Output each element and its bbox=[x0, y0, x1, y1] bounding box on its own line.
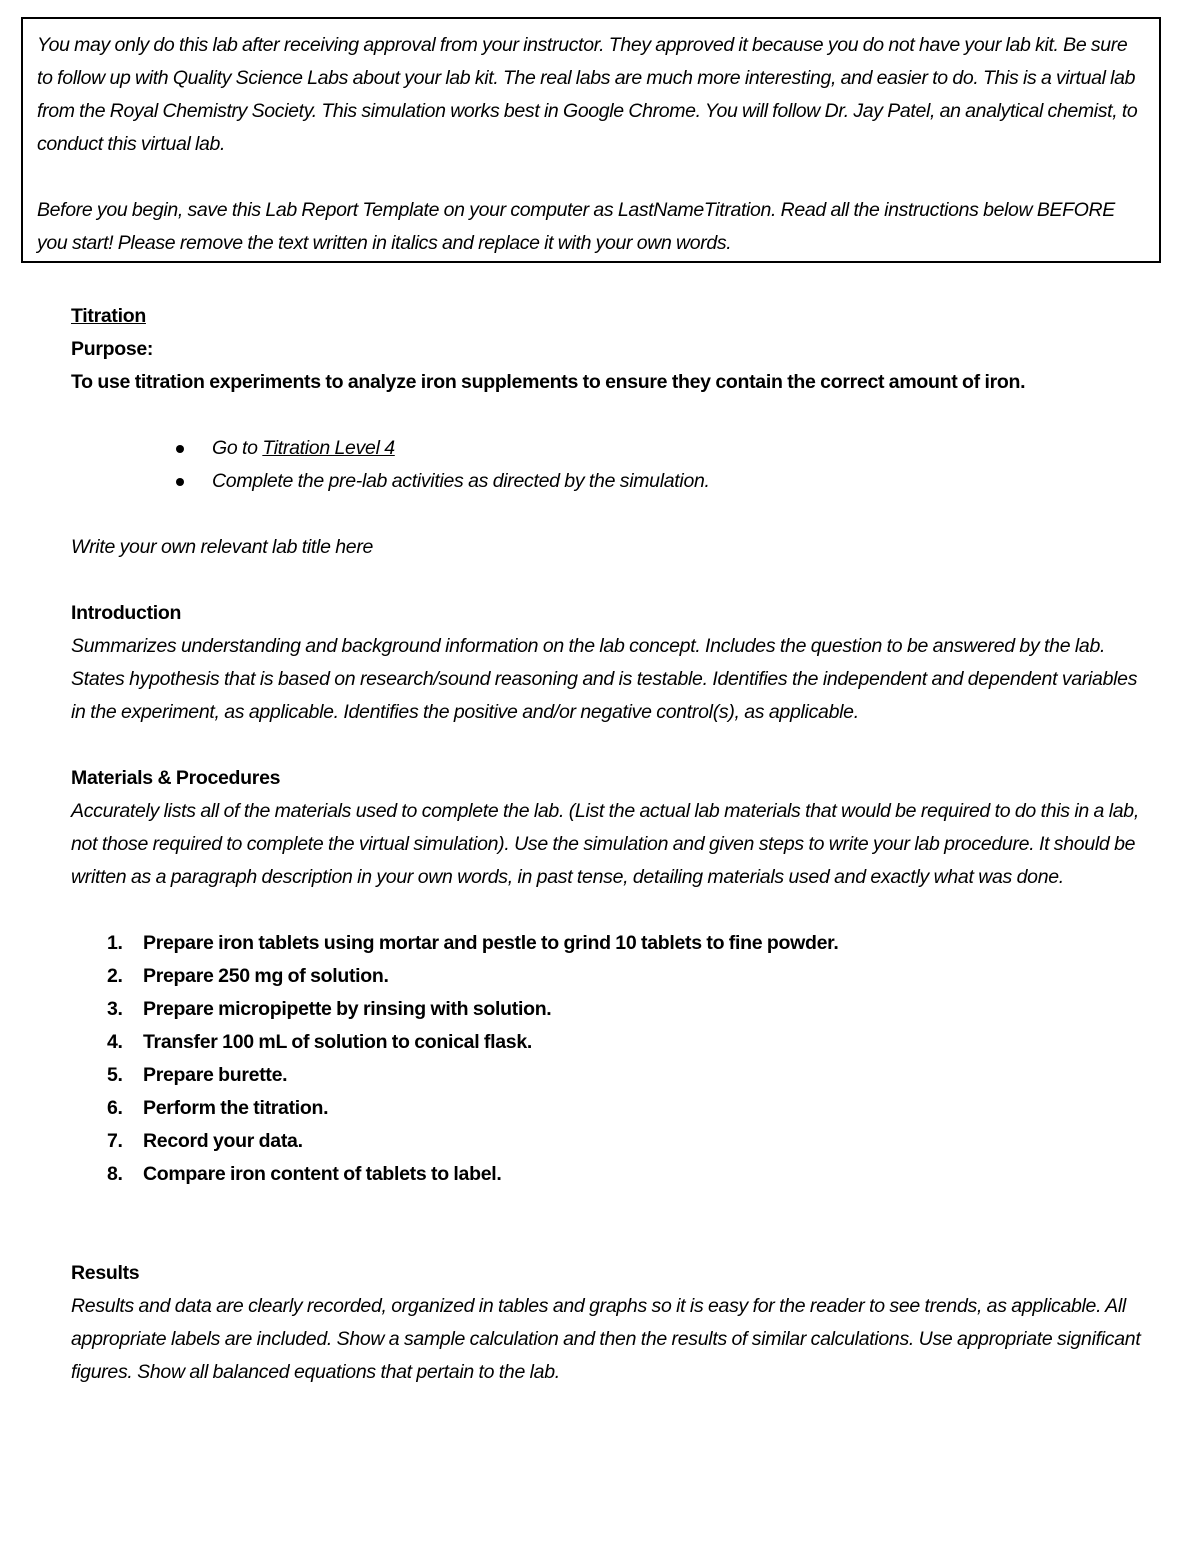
introduction-heading: Introduction bbox=[71, 602, 182, 624]
step-text: Perform the titration. bbox=[143, 1097, 329, 1119]
procedure-step bbox=[71, 1125, 1151, 1158]
instructions-notice-box bbox=[21, 17, 1161, 263]
introduction-text: Summarizes understanding and background information on the lab concept. Includes the question to be answered by the lab. States hypothesis that is based on research/sound reasoning and is testable. Identifies the independent and dependent variables in the experiment, as applicable. Identifies the positive and/or negative control(s), as applicable. bbox=[71, 635, 1138, 723]
step-text: Prepare burette. bbox=[143, 1064, 288, 1086]
prelab-bullet-list bbox=[71, 432, 1151, 498]
bullet-item-go-to-level bbox=[71, 432, 1151, 465]
procedure-step bbox=[71, 1158, 1151, 1191]
step-number: 7. bbox=[107, 1130, 123, 1152]
results-heading: Results bbox=[71, 1262, 140, 1284]
step-text: Prepare 250 mg of solution. bbox=[143, 965, 389, 987]
step-text: Compare iron content of tablets to label. bbox=[143, 1163, 502, 1185]
materials-procedures-heading: Materials & Procedures bbox=[71, 767, 281, 789]
results-text: Results and data are clearly recorded, organized in tables and graphs so it is easy for the reader to see trends, as applicable. All appropriate labels are included. Show a sample calculation and then the results of similar calculations. Use appropriate significant figures. Show all balanced equations that pertain to the lab. bbox=[71, 1295, 1141, 1383]
bullet-dot-icon bbox=[176, 478, 184, 486]
bullet-text-prelab: Complete the pre-lab activities as directed by the simulation. bbox=[212, 470, 710, 492]
titration-level-4-link[interactable]: Titration Level 4 bbox=[262, 437, 395, 459]
materials-procedures-text: Accurately lists all of the materials used to complete the lab. (List the actual lab materials that would be required to do this in a lab, not those required to complete the virtual simulation). Use the simulation and given steps to write your lab procedure. It should be written as a paragraph description in your own words, in past tense, detailing materials used and exactly what was done. bbox=[71, 800, 1139, 888]
step-text: Record your data. bbox=[143, 1130, 303, 1152]
step-number: 8. bbox=[107, 1163, 123, 1185]
step-number: 2. bbox=[107, 965, 123, 987]
purpose-text: To use titration experiments to analyze iron supplements to ensure they contain the correct amount of iron. bbox=[71, 371, 1026, 393]
procedure-step bbox=[71, 993, 1151, 1026]
step-number: 4. bbox=[107, 1031, 123, 1053]
purpose-heading: Purpose: bbox=[71, 338, 154, 360]
step-text: Prepare iron tablets using mortar and pestle to grind 10 tablets to fine powder. bbox=[143, 932, 839, 954]
step-number: 5. bbox=[107, 1064, 123, 1086]
document-title: Titration bbox=[71, 305, 146, 327]
procedure-step bbox=[71, 1026, 1151, 1059]
bullet-item-prelab-activities bbox=[71, 465, 1151, 498]
bullet-dot-icon bbox=[176, 445, 184, 453]
notice-paragraph-save-template: Before you begin, save this Lab Report Template on your computer as LastNameTitration. Read all the instructions below BEFORE you start! Please remove the text written in italics and replace it with your own words. bbox=[37, 199, 1115, 254]
lab-title-placeholder: Write your own relevant lab title here bbox=[71, 536, 374, 558]
bullet-text-prefix: Go to bbox=[212, 437, 263, 459]
step-number: 6. bbox=[107, 1097, 123, 1119]
lab-report-body bbox=[71, 300, 1151, 1389]
step-number: 1. bbox=[107, 932, 123, 954]
procedure-step bbox=[71, 960, 1151, 993]
step-number: 3. bbox=[107, 998, 123, 1020]
procedure-step bbox=[71, 1092, 1151, 1125]
step-text: Transfer 100 mL of solution to conical flask. bbox=[143, 1031, 532, 1053]
procedure-step bbox=[71, 927, 1151, 960]
procedure-step-list bbox=[71, 927, 1151, 1191]
step-text: Prepare micropipette by rinsing with solution. bbox=[143, 998, 552, 1020]
notice-paragraph-approval: You may only do this lab after receiving approval from your instructor. They approved it because you do not have your lab kit. Be sure to follow up with Quality Science Labs about your lab kit. The real labs are much more interesting, and easier to do. This is a virtual lab from the Royal Chemistry Society. This simulation works best in Google Chrome. You will follow Dr. Jay Patel, an analytical chemist, to conduct this virtual lab. bbox=[37, 34, 1138, 155]
procedure-step bbox=[71, 1059, 1151, 1092]
